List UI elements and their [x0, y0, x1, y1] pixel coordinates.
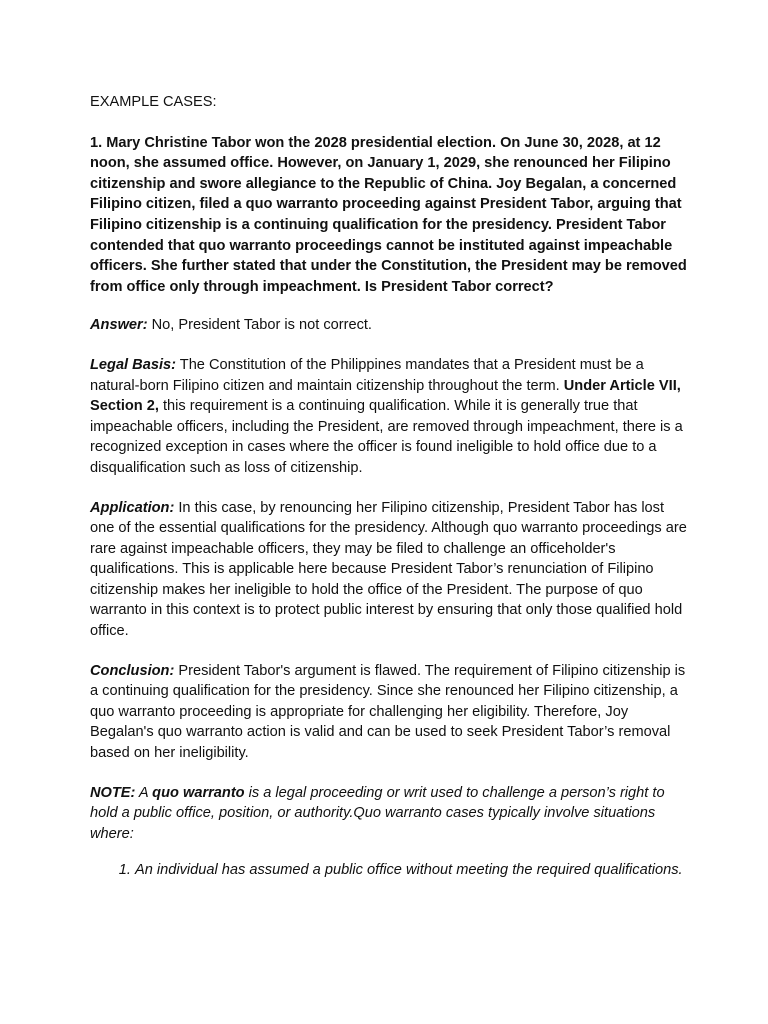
note-text-1: A	[135, 784, 153, 801]
document-page	[90, 92, 690, 881]
answer-label: Answer:	[90, 317, 148, 334]
list-item: 1. An individual has assumed a public office without meeting the required qualifications.	[135, 860, 690, 881]
legal-basis-text-1: The Constitution of the Philippines mandates that a President must be a natural-born Filipino citizen and maintain citizenship throughout the term.	[90, 356, 644, 394]
note-label: NOTE:	[90, 784, 136, 801]
case-question: 1. Mary Christine Tabor won the 2028 presidential election. On June 30, 2028, at 12 noon, she assumed office. However, on January 1, 2029, she renounced her Filipino citizenship and swore allegiance to the Republic of China. Joy Begalan, a concerned Filipino citizen, filed a quo warranto proceeding against President Tabor, arguing that Filipino citizenship is a continuing qualification for the presidency. President Tabor contended that quo warranto proceedings cannot be instituted against impeachable officers. She further stated that under the Constitution, the President may be removed from office only through impeachment. Is President Tabor correct?	[90, 134, 687, 295]
application-label: Application:	[90, 499, 175, 516]
note-emphasis: quo warranto	[152, 784, 245, 801]
legal-basis-emphasis: Under Article VII, Section 2,	[90, 377, 681, 415]
note-paragraph	[90, 783, 690, 845]
legal-basis-paragraph	[90, 355, 690, 479]
application-paragraph	[90, 498, 690, 642]
section-heading: EXAMPLE CASES:	[90, 94, 217, 110]
legal-basis-text-2: this requirement is a continuing qualification. While it is generally true that impeachable officers, including the President, are removed through impeachment, there is a recognized exception in cases where the officer is found ineligible to hold office due to a disqualification such as loss of citizenship.	[90, 398, 683, 476]
conclusion-text: President Tabor's argument is flawed. The requirement of Filipino citizenship is a continuing qualification for the presidency. Since she renounced her Filipino citizenship, a quo warranto proceeding is appropriate for challenging her eligibility. Therefore, Joy Begalan's quo warranto action is valid and can be used to seek President Tabor’s removal based on her ineligibility.	[90, 662, 686, 762]
legal-basis-label: Legal Basis:	[90, 356, 176, 373]
conclusion-paragraph	[90, 661, 690, 764]
application-text: In this case, by renouncing her Filipino citizenship, President Tabor has lost one of the essential qualifications for the presidency. Although quo warranto proceedings are rare against impeachable officers, they may be filed to challenge an officeholder's qualifications. This is applicable here because President Tabor’s renunciation of Filipino citizenship makes her ineligible to hold the office of the President. The purpose of quo warranto in this context is to protect public interest by ensuring that only those qualified hold office.	[90, 499, 687, 640]
conclusion-label: Conclusion:	[90, 662, 175, 679]
quo-warranto-situations-list	[90, 860, 690, 881]
answer-paragraph	[90, 315, 690, 336]
note-text-2: is a legal proceeding or writ used to challenge a person’s right to hold a public office, position, or authority.Quo warranto cases typically involve situations where:	[90, 784, 665, 842]
answer-text: No, President Tabor is not correct.	[147, 317, 372, 334]
